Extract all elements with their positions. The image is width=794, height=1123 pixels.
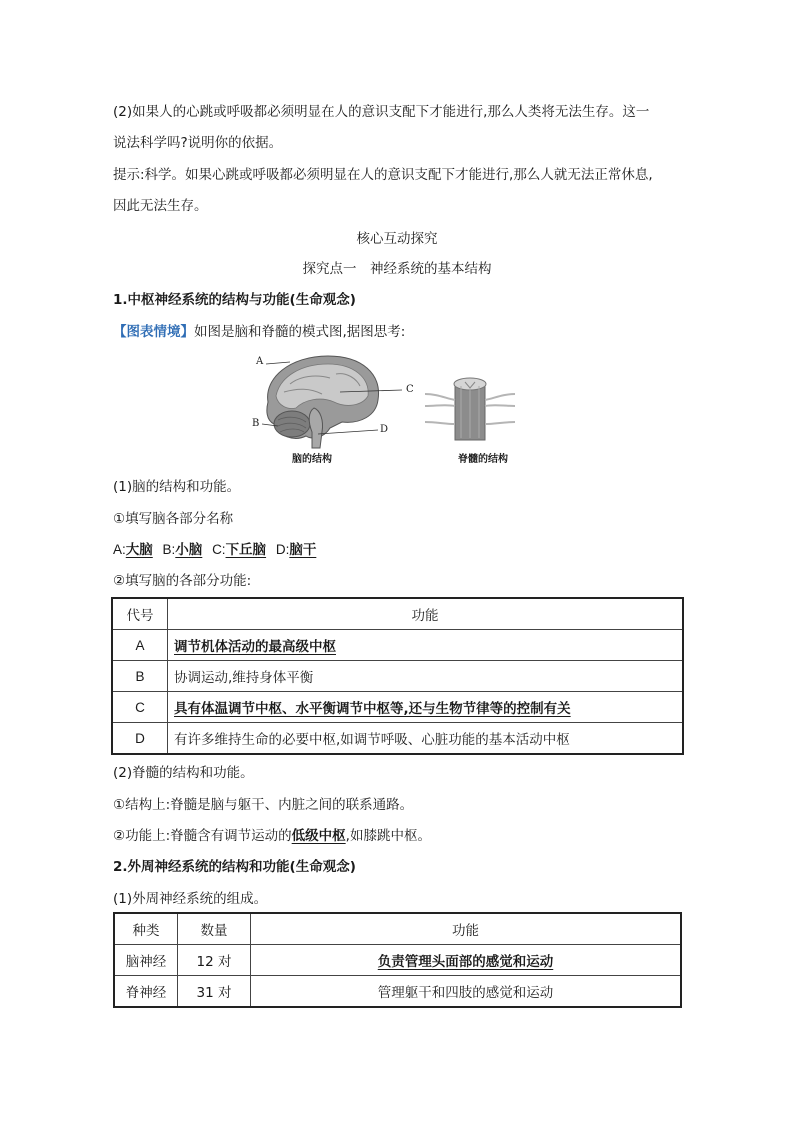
brain-function-table (111, 597, 684, 755)
name-b-answer: 小脑 (175, 542, 203, 557)
table-header-function: 功能 (251, 913, 682, 945)
section-heading: 核心互动探究 (356, 231, 438, 247)
figure-context (113, 322, 405, 342)
name-b-prefix: B: (162, 542, 176, 557)
table-header-code: 代号 (112, 598, 168, 630)
brain-part-q1: ①填写脑各部分名称 (113, 511, 234, 527)
table-header-kind: 种类 (114, 913, 178, 945)
table-row (112, 630, 683, 661)
table-row (112, 723, 683, 755)
row-function: 协调运动,维持身体平衡 (168, 661, 684, 692)
name-a-prefix: A: (113, 542, 126, 557)
brain-part-q2: ②填写脑的各部分功能: (113, 573, 252, 589)
row-function-answer: 调节机体活动的最高级中枢 (174, 639, 336, 655)
figure-context-tag: 【图表情境】 (113, 324, 194, 340)
table-row (112, 692, 683, 723)
brain-caption: 脑的结构 (292, 454, 332, 465)
table-header-function: 功能 (168, 598, 684, 630)
row-function: 有许多维持生命的必要中枢,如调节呼吸、心脏功能的基本活动中枢 (168, 723, 684, 755)
brain-part-title: (1)脑的结构和功能。 (113, 479, 241, 495)
spine-caption: 脊髓的结构 (458, 454, 508, 465)
row-function-answer: 具有体温调节中枢、水平衡调节中枢等,还与生物节律等的控制有关 (174, 701, 571, 717)
row-code: D (112, 723, 168, 755)
item-1-heading: 1.中枢神经系统的结构与功能(生命观念) (113, 292, 356, 308)
label-d: D (380, 424, 389, 435)
spine-function-answer: 低级中枢 (291, 828, 346, 844)
label-b: B (252, 418, 260, 429)
label-a: A (256, 356, 264, 367)
hint-line-1: 提示:科学。如果心跳或呼吸都必须明显在人的意识支配下才能进行,那么人就无法正常休息, (113, 167, 653, 183)
peripheral-title: (1)外周神经系统的组成。 (113, 891, 268, 907)
table-row (114, 945, 681, 976)
row-code: C (112, 692, 168, 723)
row-kind: 脊神经 (114, 976, 178, 1008)
label-c: C (406, 384, 414, 395)
brain-part-names (113, 540, 316, 560)
name-d-answer: 脑干 (289, 542, 317, 557)
row-function-answer: 负责管理头面部的感觉和运动 (377, 954, 554, 970)
row-kind: 脑神经 (114, 945, 178, 976)
item-2-heading: 2.外周神经系统的结构和功能(生命观念) (113, 859, 356, 875)
name-d-prefix: D: (275, 542, 290, 557)
name-c-answer: 下丘脑 (225, 542, 267, 557)
question-2-line-2: 说法科学吗?说明你的依据。 (113, 135, 283, 151)
spine-function (113, 826, 431, 846)
brain-spine-figure (250, 350, 550, 470)
question-2-line-1: (2)如果人的心跳或呼吸都必须明显在人的意识支配下才能进行,那么人类将无法生存。这一 (113, 104, 650, 120)
table-header-row (112, 598, 683, 630)
table-header-count: 数量 (178, 913, 251, 945)
row-function: 管理躯干和四肢的感觉和运动 (251, 976, 682, 1008)
figure-context-text: 如图是脑和脊髓的模式图,据图思考: (194, 324, 406, 340)
peripheral-nerve-table (113, 912, 682, 1008)
table-header-row (114, 913, 681, 945)
row-count: 12 对 (178, 945, 251, 976)
table-row (112, 661, 683, 692)
spinal-cord-illustration (425, 376, 515, 446)
row-count: 31 对 (178, 976, 251, 1008)
spine-structure: ①结构上:脊髓是脑与躯干、内脏之间的联系通路。 (113, 797, 414, 813)
row-code: B (112, 661, 168, 692)
spine-function-before: ②功能上:脊髓含有调节运动的 (113, 828, 292, 844)
spine-function-after: ,如膝跳中枢。 (345, 828, 431, 844)
explore-point-heading: 探究点一 神经系统的基本结构 (302, 261, 492, 277)
table-row (114, 976, 681, 1008)
name-a-answer: 大脑 (125, 542, 153, 557)
name-c-prefix: C: (212, 542, 226, 557)
spine-part-title: (2)脊髓的结构和功能。 (113, 765, 254, 781)
hint-line-2: 因此无法生存。 (113, 198, 208, 214)
row-code: A (112, 630, 168, 661)
